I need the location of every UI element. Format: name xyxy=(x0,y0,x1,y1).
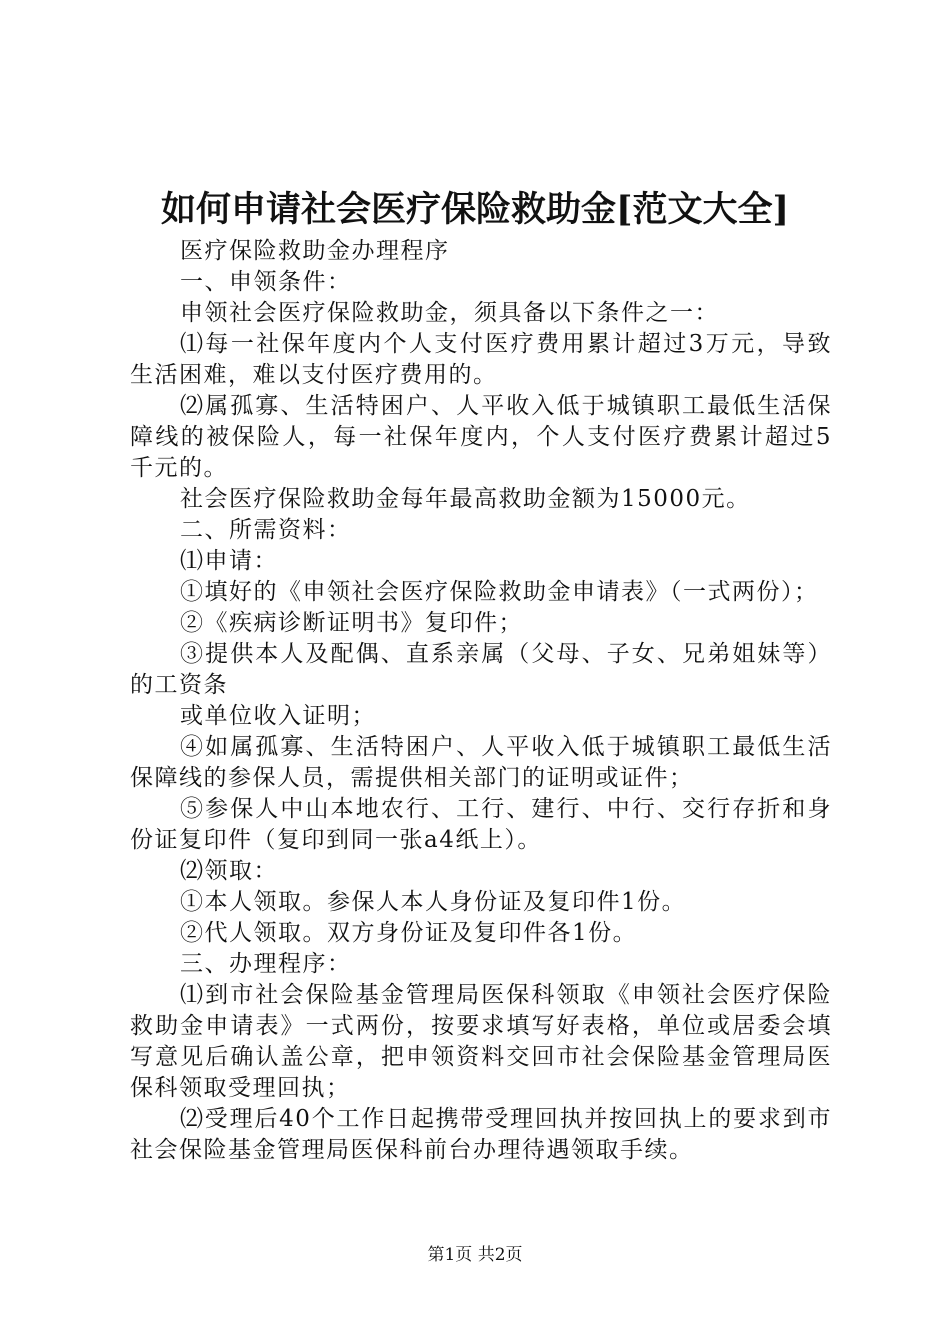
section-heading-materials: 二、所需资料： xyxy=(180,517,352,543)
paragraph: ⑵受理后40个工作日起携带受理回执并按回执上的要求到市社会保险基金管理局医保科前台办理待遇领取手续。 xyxy=(130,1106,832,1163)
paragraph: ⑵属孤寡、生活特困户、人平收入低于城镇职工最低生活保障线的被保险人，每一社保年度内，个人支付医疗费累计超过5千元的。 xyxy=(130,393,832,481)
section-heading-procedure: 三、办理程序： xyxy=(180,951,352,977)
paragraph: 或单位收入证明； xyxy=(180,703,376,729)
page-number: 第1页 共2页 xyxy=(427,1245,523,1265)
subheading-collect: ⑵领取： xyxy=(180,858,278,884)
paragraph: ②代人领取。双方身份证及复印件各1份。 xyxy=(180,920,638,946)
document-body xyxy=(130,236,832,1166)
document-title: 如何申请社会医疗保险救助金[范文大全] xyxy=(160,189,790,230)
paragraph: ②《疾病诊断证明书》复印件； xyxy=(180,610,523,636)
subheading-apply: ⑴申请： xyxy=(180,548,278,574)
paragraph: ③提供本人及配偶、直系亲属（父母、子女、兄弟姐妹等）的工资条 xyxy=(130,641,832,698)
paragraph: 申领社会医疗保险救助金，须具备以下条件之一： xyxy=(180,300,719,326)
paragraph: ⑴每一社保年度内个人支付医疗费用累计超过3万元，导致生活困难，难以支付医疗费用的。 xyxy=(130,331,832,388)
paragraph: ⑤参保人中山本地农行、工行、建行、中行、交行存折和身份证复印件（复印到同一张a4纸上）。 xyxy=(130,796,832,853)
paragraph: ①填好的《申领社会医疗保险救助金申请表》（一式两份）； xyxy=(180,579,819,605)
paragraph: ①本人领取。参保人本人身份证及复印件1份。 xyxy=(180,889,687,915)
paragraph: ④如属孤寡、生活特困户、人平收入低于城镇职工最低生活保障线的参保人员，需提供相关部门的证明或证件； xyxy=(130,734,832,791)
paragraph-subtitle: 医疗保险救助金办理程序 xyxy=(180,238,450,264)
section-heading-conditions: 一、申领条件： xyxy=(180,269,352,295)
paragraph: 社会医疗保险救助金每年最高救助金额为15000元。 xyxy=(180,486,751,512)
paragraph: ⑴到市社会保险基金管理局医保科领取《申领社会医疗保险救助金申请表》一式两份，按要求填写好表格，单位或居委会填写意见后确认盖公章，把申领资料交回市社会保险基金管理局医保科领取受理回执； xyxy=(130,982,832,1101)
